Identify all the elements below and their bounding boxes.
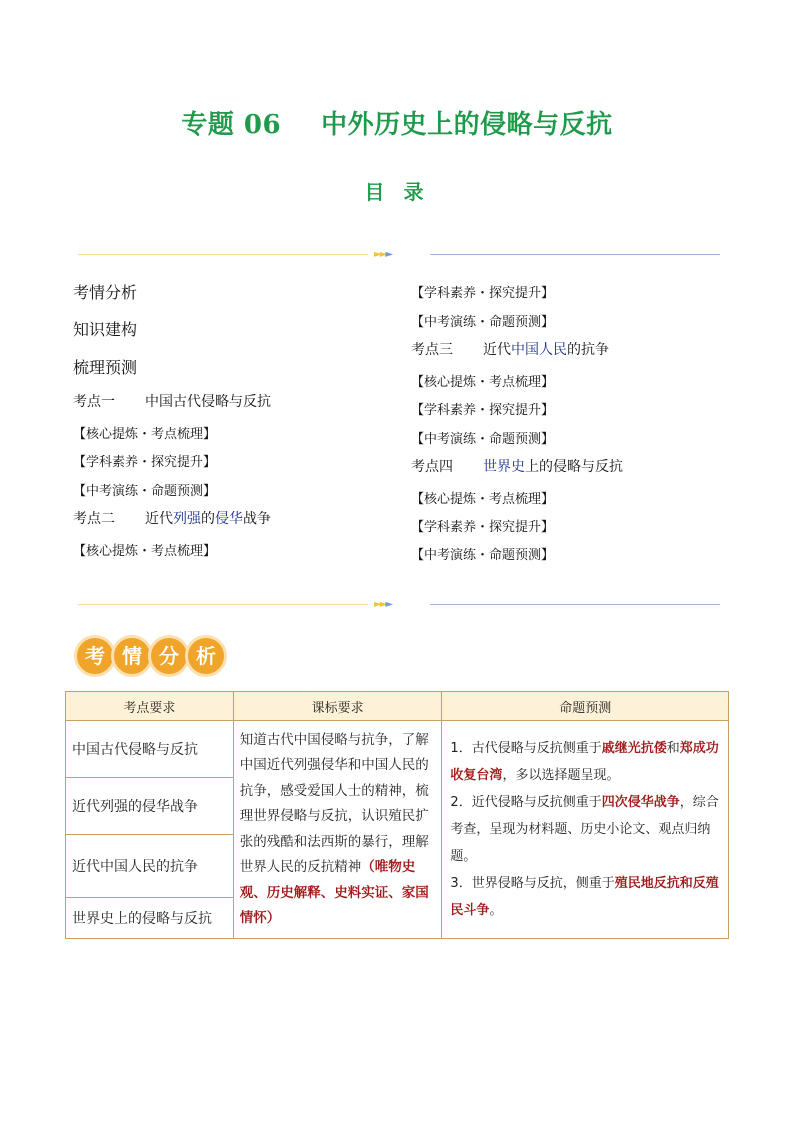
- prediction-item-1: [450, 735, 720, 789]
- point-cell: 近代列强的侵华战争: [66, 778, 234, 835]
- kp3-number: 考点三: [411, 342, 453, 358]
- kp4-title-part: 世界史: [483, 459, 525, 475]
- arrow-icon: ►►►: [374, 249, 392, 260]
- table-header-row: [66, 692, 729, 721]
- toc-kp1-sub1[interactable]: 【核心提炼・考点梳理】: [73, 427, 217, 442]
- toc-kp3-sub3[interactable]: 【中考演练・命题预测】: [411, 432, 555, 447]
- toc-heading-review[interactable]: 梳理预测: [73, 358, 138, 377]
- pred-text: 3．世界侵略与反抗，侧重于: [450, 876, 615, 891]
- toc-kp1[interactable]: [73, 391, 271, 411]
- toc-right: [411, 282, 731, 572]
- requirements-table: [65, 691, 729, 939]
- toc-heading-analysis[interactable]: 考情分析: [73, 283, 138, 302]
- point-cell: 中国古代侵略与反抗: [66, 721, 234, 778]
- kp3-title-part: 近代: [483, 342, 511, 358]
- kp2-title-part: 列强: [173, 511, 201, 527]
- standard-highlight: （唯物史观、历史解释、史料实证、家国情怀）: [239, 859, 429, 926]
- kp4-number: 考点四: [411, 459, 453, 475]
- topic-number: 专题 06: [181, 110, 282, 140]
- badge-char: 考: [74, 635, 116, 677]
- toc-kp1-sub3[interactable]: 【中考演练・命题预测】: [73, 484, 217, 499]
- toc-title: 目 录: [364, 180, 430, 204]
- pred-text: 1．古代侵略与反抗侧重于: [450, 741, 602, 756]
- table-row: [66, 721, 729, 778]
- kp4-title-part: 上的侵略与反抗: [525, 459, 623, 475]
- toc-kp2-sub1[interactable]: 【核心提炼・考点梳理】: [73, 544, 217, 559]
- kp1-title: 中国古代侵略与反抗: [145, 394, 271, 410]
- pred-text: ，综合考查，呈现为材料题、历史小论文、观点归纳题。: [450, 795, 719, 864]
- point-cell: 世界史上的侵略与反抗: [66, 898, 234, 939]
- pred-text: ，多以选择题呈现。: [502, 768, 620, 783]
- header-standard: 课标要求: [233, 692, 442, 721]
- section-badge: [74, 633, 226, 679]
- prediction-item-3: [450, 870, 720, 924]
- badge-char: 析: [185, 635, 227, 677]
- kp2-title-part: 近代: [145, 511, 173, 527]
- page-title: [0, 104, 794, 141]
- pred-text: 和: [666, 741, 680, 756]
- prediction-item-2: [450, 789, 720, 870]
- header-point: 考点要求: [66, 692, 234, 721]
- kp2-title-part: 侵华: [215, 511, 243, 527]
- toc-kp4[interactable]: [411, 456, 623, 476]
- kp3-title-part: 中国人民: [511, 342, 567, 358]
- toc-heading-knowledge[interactable]: 知识建构: [73, 320, 138, 339]
- toc-kp3-sub1[interactable]: 【核心提炼・考点梳理】: [411, 375, 555, 390]
- pred-highlight: 戚继光抗倭: [601, 741, 667, 756]
- standard-cell: [233, 721, 442, 939]
- toc-kp2-sub3[interactable]: 【中考演练・命题预测】: [411, 315, 555, 330]
- kp2-title-part: 的: [201, 511, 215, 527]
- toc-kp3-sub2[interactable]: 【学科素养・探究提升】: [411, 403, 555, 418]
- toc-kp2[interactable]: [73, 508, 271, 528]
- toc-kp4-sub1[interactable]: 【核心提炼・考点梳理】: [411, 492, 555, 507]
- kp1-number: 考点一: [73, 394, 115, 410]
- toc-left: [73, 280, 393, 570]
- pred-text: 。: [489, 903, 503, 918]
- prediction-cell: [442, 721, 729, 939]
- pred-highlight: 四次侵华战争: [601, 795, 680, 810]
- arrow-icon: ►►►: [374, 599, 392, 610]
- point-cell: 近代中国人民的抗争: [66, 835, 234, 898]
- badge-char: 分: [148, 635, 190, 677]
- divider-bottom: [78, 599, 720, 611]
- kp2-number: 考点二: [73, 511, 115, 527]
- kp2-title-part: 战争: [243, 511, 271, 527]
- kp3-title-part: 的抗争: [567, 342, 609, 358]
- badge-char: 情: [111, 635, 153, 677]
- standard-text: 知道古代中国侵略与抗争，了解中国近代列强侵华和中国人民的抗争，感受爱国人士的精神，梳理世界侵略与反抗，认识殖民扩张的残酷和法西斯的暴行，理解世界人民的反抗精神: [239, 731, 429, 875]
- toc-kp4-sub3[interactable]: 【中考演练・命题预测】: [411, 548, 555, 563]
- divider-top: [78, 249, 720, 261]
- toc-kp1-sub2[interactable]: 【学科素养・探究提升】: [73, 455, 217, 470]
- pred-highlight: 郑成功收复台湾: [450, 741, 719, 783]
- pred-highlight: 殖民地反抗和反殖民斗争: [450, 876, 719, 918]
- toc-kp2-sub2[interactable]: 【学科素养・探究提升】: [411, 286, 555, 301]
- topic-title: 中外历史上的侵略与反抗: [321, 110, 613, 140]
- pred-text: 2．近代侵略与反抗侧重于: [450, 795, 602, 810]
- header-prediction: 命题预测: [442, 692, 729, 721]
- toc-kp3[interactable]: [411, 339, 609, 359]
- toc-kp4-sub2[interactable]: 【学科素养・探究提升】: [411, 520, 555, 535]
